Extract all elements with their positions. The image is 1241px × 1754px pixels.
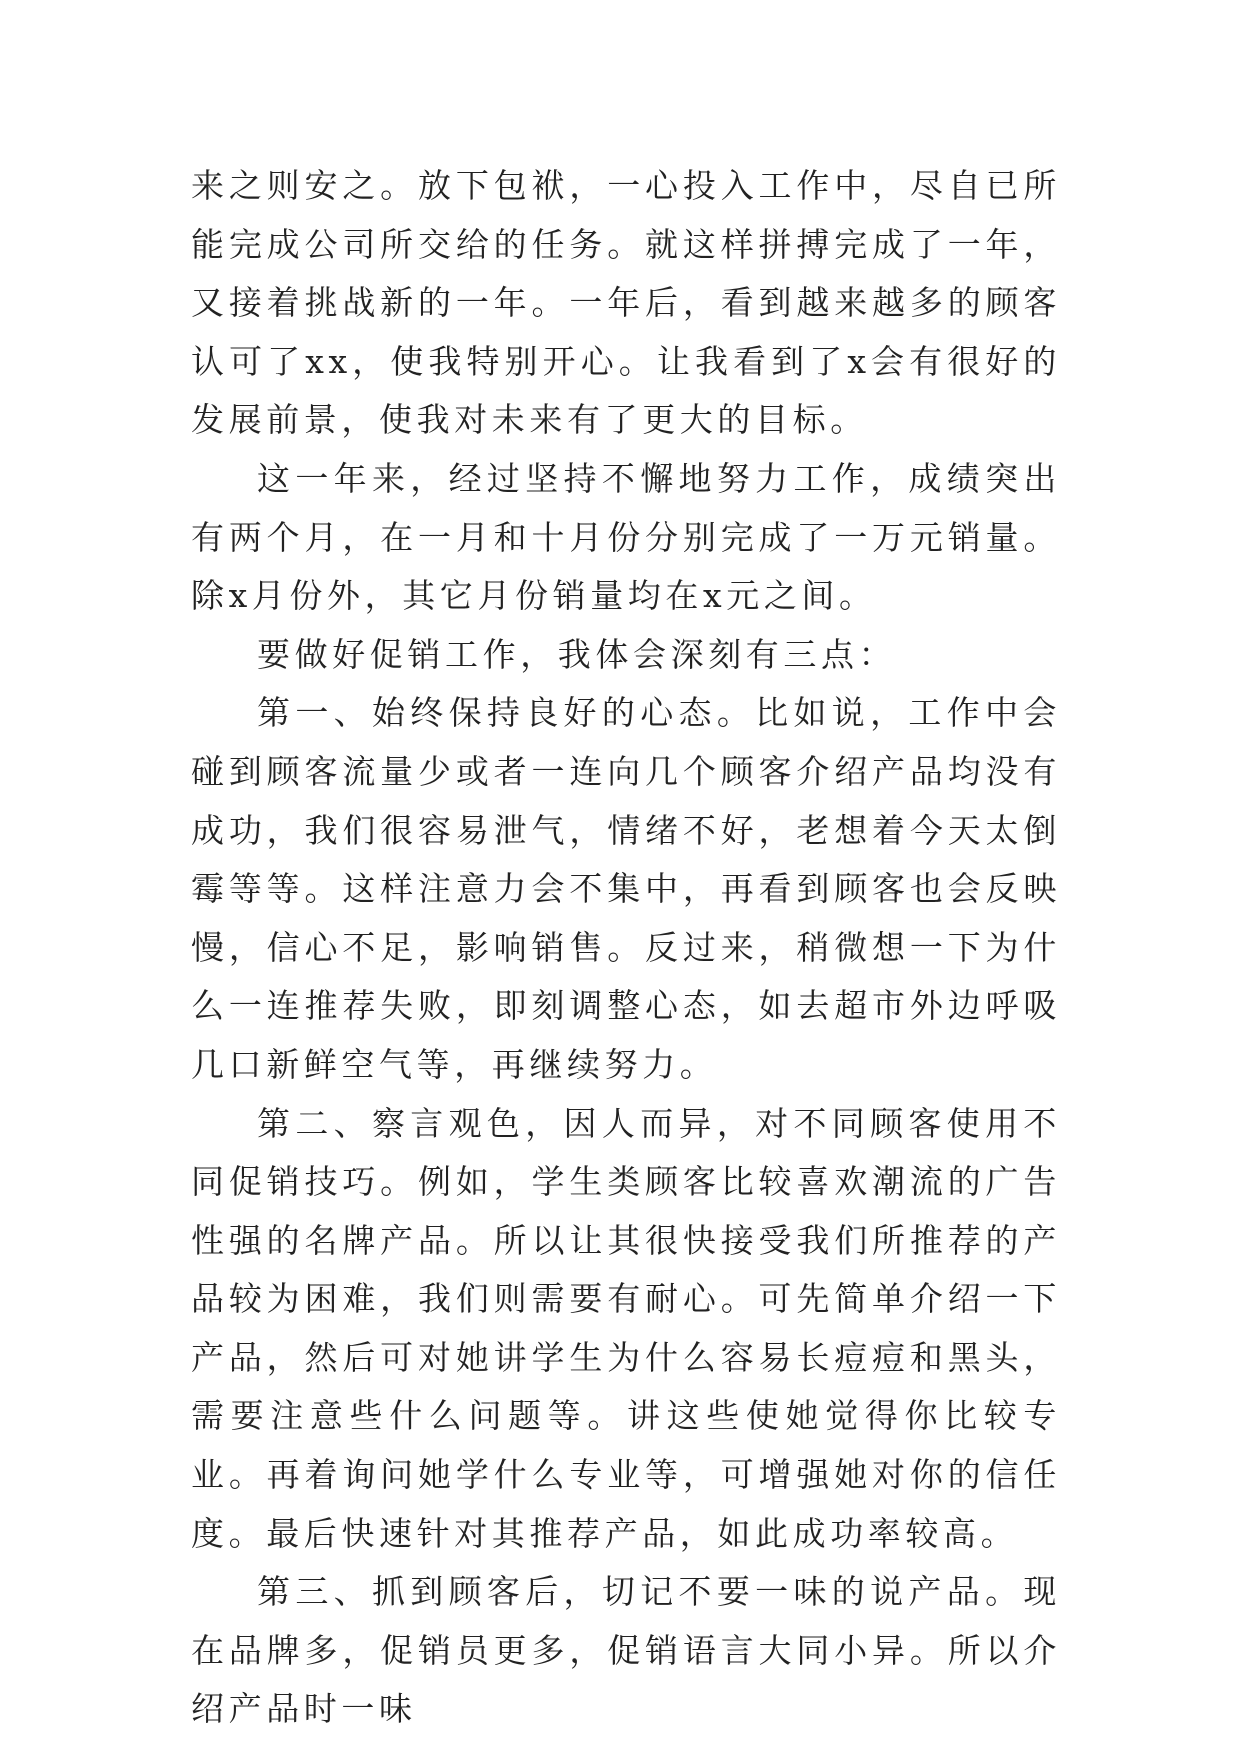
document-body: [191, 157, 1061, 1739]
paragraph-three-points-intro: 要做好促销工作，我体会深刻有三点：: [257, 634, 897, 674]
paragraph-point-three: 第三、抓到顾客后，切记不要一味的说产品。现在品牌多，促销员更多，促销语言大同小异。所以介绍产品时一味: [191, 1572, 1061, 1729]
paragraph-point-one: 第一、始终保持良好的心态。比如说，工作中会碰到顾客流量少或者一连向几个顾客介绍产品均没有成功，我们很容易泄气，情绪不好，老想着今天太倒霉等等。这样注意力会不集中，再看到顾客也会反映慢，信心不足，影响销售。反过来，稍微想一下为什么一连推荐失败，即刻调整心态，如去超市外边呼吸几口新鲜空气等，再继续努力。: [191, 693, 1061, 1084]
paragraph-continuation: 来之则安之。放下包袱，一心投入工作中，尽自已所能完成公司所交给的任务。就这样拼搏完成了一年，又接着挑战新的一年。一年后，看到越来越多的顾客认可了xx，使我特别开心。让我看到了x会有很好的发展前景，使我对未来有了更大的目标。: [191, 166, 1061, 440]
paragraph-sales-results: 这一年来，经过坚持不懈地努力工作，成绩突出有两个月，在一月和十月份分别完成了一万元销量。除x月份外，其它月份销量均在x元之间。: [191, 458, 1061, 616]
paragraph-point-two: 第二、察言观色，因人而异，对不同顾客使用不同促销技巧。例如，学生类顾客比较喜欢潮流的广告性强的名牌产品。所以让其很快接受我们所推荐的产品较为困难，我们则需要有耐心。可先简单介绍一下产品，然后可对她讲学生为什么容易长痘痘和黑头，需要注意些什么问题等。讲这些使她觉得你比较专业。再着询问她学什么专业等，可增强她对你的信任度。最后快速针对其推荐产品，如此成功率较高。: [191, 1103, 1061, 1553]
